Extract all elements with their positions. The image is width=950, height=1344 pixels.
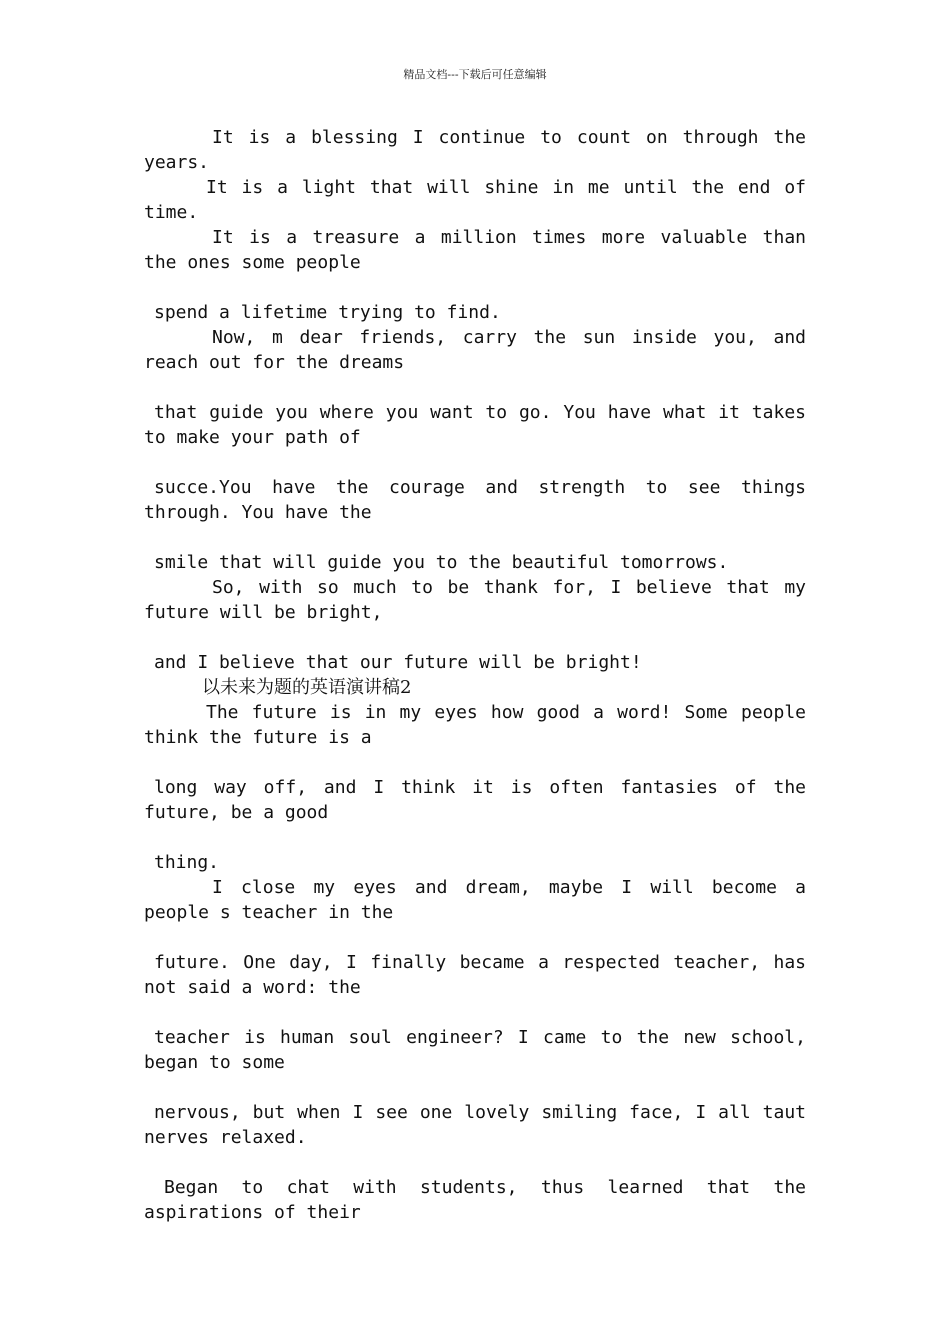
paragraph: and I believe that our future will be bright! [154,652,642,673]
paragraph: that guide you where you want to go. You have what it takes to make your path of [144,402,806,448]
paragraph: future. One day, I finally became a respected teacher, has not said a word: the [144,952,806,998]
paragraph: nervous, but when I see one lovely smiling face, I all taut nerves relaxed. [144,1102,806,1148]
paragraph: It is a light that will shine in me until the end of time. [144,177,806,223]
blank-line [144,750,806,775]
blank-line [144,525,806,550]
paragraph: teacher is human soul engineer? I came to the new school, began to some [144,1027,806,1073]
blank-line [144,925,806,950]
blank-line [144,1150,806,1175]
paragraph: Now, m dear friends, carry the sun inside you, and reach out for the dreams [144,327,806,373]
document-body [144,125,806,1225]
paragraph: I close my eyes and dream, maybe I will become a people s teacher in the [144,877,806,923]
blank-line [144,375,806,400]
page-header: 精品文档---下载后可任意编辑 [403,68,547,81]
paragraph: thing. [154,852,220,873]
paragraph: So, with so much to be thank for, I believe that my future will be bright, [144,577,806,623]
paragraph: long way off, and I think it is often fantasies of the future, be a good [144,777,806,823]
paragraph: spend a lifetime trying to find. [154,302,501,323]
blank-line [144,275,806,300]
blank-line [144,450,806,475]
blank-line [144,1075,806,1100]
section-heading: 以未来为题的英语演讲稿2 [202,677,412,698]
paragraph: It is a treasure a million times more valuable than the ones some people [144,227,806,273]
blank-line [144,825,806,850]
blank-line [144,1000,806,1025]
blank-line [144,625,806,650]
paragraph: smile that will guide you to the beautiful tomorrows. [154,552,729,573]
paragraph: Began to chat with students, thus learned that the aspirations of their [144,1177,806,1223]
paragraph: It is a blessing I continue to count on through the years. [144,127,806,173]
paragraph: succe.You have the courage and strength to see things through. You have the [144,477,806,523]
paragraph: The future is in my eyes how good a word! Some people think the future is a [144,702,806,748]
